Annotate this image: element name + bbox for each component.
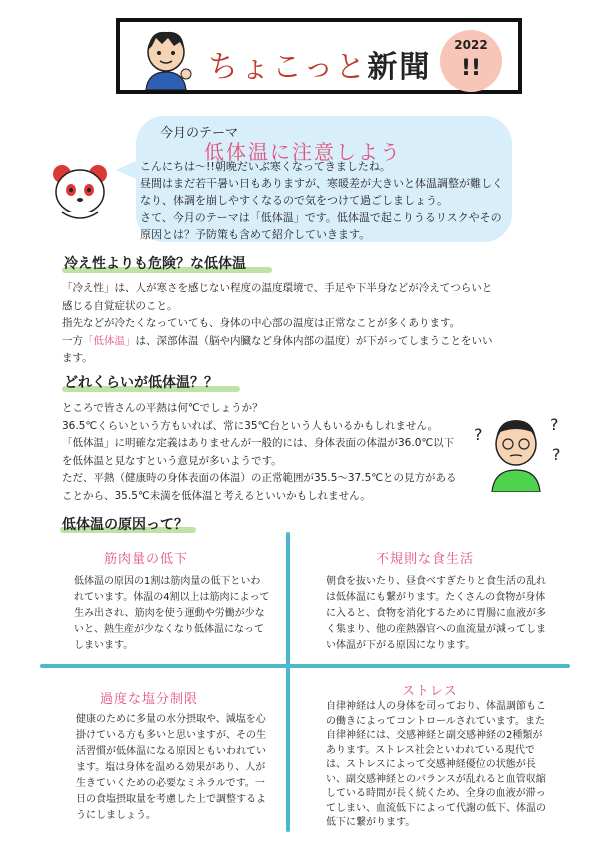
section1-suffix: は、深部体温（脳や内臓など身体内部の温度）が下がってしまうことをいいます。: [62, 334, 493, 364]
theme-label: 今月のテーマ: [160, 126, 239, 141]
svg-text:?: ?: [552, 445, 561, 464]
section1-line: [62, 333, 502, 368]
cause-text: 朝食を抜いたり、昼食べすぎたりと食生活の乱れは低体温にも繋がります。たくさんの食物が身体に入ると、食物を消化するために胃腸に血液が多く集まり、他の産熱器官への血流量が減ってしまい体温が下がる原因になります。: [326, 576, 546, 651]
cause-title: 筋肉量の低下: [104, 552, 189, 567]
cause-text: 健康のために多量の水分摂取や、減塩を心掛けている方も多いと思いますが、その生活習慣が低体温になる原因ともいわれています。塩は身体を温める効果があり、人が生きていくための必要なミネラルです。一日の食塩摂取量を考慮した上で調整するようにしましょう。: [76, 714, 266, 821]
section3-heading: 低体温の原因って？: [62, 517, 188, 533]
bubble-tail: [116, 160, 138, 180]
cause-title: 不規則な食生活: [376, 552, 475, 567]
newsletter-title: ちょこっと新聞: [208, 50, 432, 85]
section2-heading: どれくらいが低体温？？: [64, 375, 218, 391]
section1-highlight: 「低体温」: [83, 334, 136, 347]
section1-prefix: 一方: [62, 334, 83, 347]
theme-intro: [140, 158, 508, 243]
year-label: 2022: [454, 38, 488, 52]
cause-title: ストレス: [402, 684, 458, 699]
cause-title: 過度な塩分制限: [100, 692, 199, 707]
grid-horizontal-divider: [40, 664, 570, 668]
section2-line: ところで皆さんの平熱は何℃でしょうか？: [62, 402, 263, 414]
intro-line: さて、今月のテーマは「低体温」です。低体温で起こりうるリスクやその原因とは？予防策も含めて紹介していきます。: [140, 211, 502, 241]
cause-text: 低体温の原因の1割は筋肉量の低下といわれています。体温の4割以上は筋肉によって生み出され、筋肉を使う運動や労働が少ないと、熱生産が少なくなり低体温になってしまいます。: [74, 576, 270, 651]
theme-title: 低体温に注意しよう: [204, 140, 402, 164]
section1-line: 指先などが冷たくなっていても、身体の中心部の温度は正常なことが多くあります。: [62, 317, 461, 329]
section1-heading: 冷え性よりも危険？な低体温: [64, 256, 246, 272]
intro-line: 昼間はまだ若干暑い日もありますが、寒暖差が大きいと体温調整が難しくなり、体調を崩しやすくなるので気をつけて過ごしましょう。: [140, 177, 503, 207]
panda-mascot-icon: [48, 160, 112, 222]
intro-line: こんにちは～!!朝晩だいぶ寒くなってきましたね。: [140, 160, 391, 173]
svg-text:?: ?: [474, 425, 483, 444]
grid-vertical-divider: [286, 532, 290, 832]
section1-body: [62, 280, 502, 368]
section2-line: 「低体温」に明確な定義はありませんが一般的には、身体表面の体温が36.0℃以下を低体温と見なすという意見が多いようです。: [62, 437, 455, 467]
section2-line: ただ、平熱（健康時の身体表面の体温）の正常範囲が35.5～37.5℃との見方があることから、35.5℃未満を低体温と考えるといいかもしれません。: [62, 472, 457, 502]
cause-text: 自律神経は人の身体を司っており、体温調節もこの働きによってコントロールされています。また自律神経には、交感神経と副交感神経の2種類があります。ストレス社会といわれている現代では、ストレスによって交感神経優位の状態が長い、副交感神経とのバランスが乱れると血管収縮している時間が長く続くため、全身の血液が滞ってしまい、血流低下によって代謝の低下、体温の低下に繋がります。: [326, 701, 546, 828]
svg-text:?: ?: [550, 415, 559, 434]
year-exclaim: !!: [460, 56, 482, 81]
thinking-person-icon: [468, 410, 568, 492]
section2-line: 36.5℃くらいという方もいれば、常に35℃台という人もいるかもしれません。: [62, 419, 438, 432]
section2-body: [62, 400, 460, 505]
section1-line: 「冷え性」は、人が寒さを感じない程度の温度環境で、手足や下半身などが冷えてつらいと感じる自覚症状のこと。: [62, 282, 493, 312]
boy-mascot-icon: [136, 28, 196, 90]
